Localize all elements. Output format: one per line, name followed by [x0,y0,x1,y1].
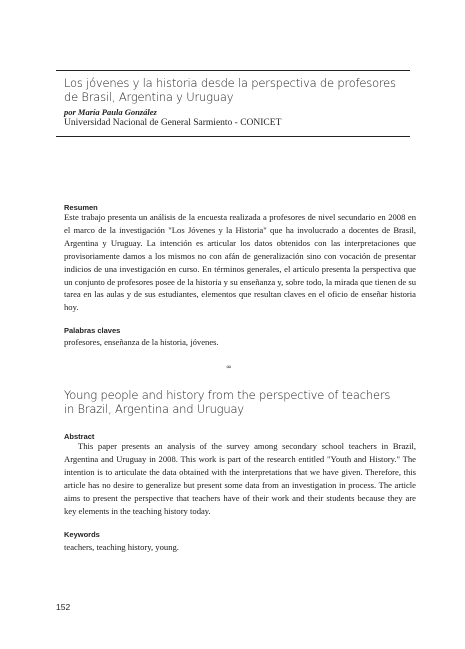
article-title-english [64,388,404,416]
page-number: 152 [56,602,71,612]
keywords-label: Keywords [64,530,100,539]
title-es-line-1: Los jóvenes y la historia desde la perspectiva de profesores [64,76,396,90]
title-es-line-2: de Brasil, Argentina y Uruguay [64,90,234,104]
article-title-spanish [64,76,404,104]
resumen-label: Resumen [64,203,98,212]
keywords-text: teachers, teaching history, young. [64,542,179,552]
resumen-text: Este trabajo presenta un análisis de la encuesta realizada a profesores de nivel secundario en 2008 en el marco de la investigación "Los Jóvenes y la Historia" que ha involucrado a docentes de Brasil, Argentina y Uruguay. La intención es articular los datos obtenidos con las interpretaciones que provisoriamente damos a los mismos no con afán de generalización sino con vocación de presentar indicios de una investigación en curso. En términos generales, el artículo presenta la perspectiva que un conjunto de profesores posee de la historia y su enseñanza y, sobre todo, la mirada que tienen de su tarea en las aulas y de sus estudiantes, elementos que resultan claves en el oficio de enseñar historia hoy. [64,212,416,313]
abstract-text: This paper presents an analysis of the survey among secondary school teachers in Brazil, Argentina and Uruguay in 2008. This work is part of the research entitled "Youth and History." The intention is to articulate the data obtained with the interpretations that we have given. Therefore, this article has no desire to generalize but present some data from an investigation in process. The article aims to present the perspective that teachers have of their work and their students because they are key elements in the teaching history today. [64,441,416,516]
section-separator-ornament: ∞ [226,363,231,371]
palabras-clave-label: Palabras claves [64,326,121,335]
author-affiliation: Universidad Nacional de General Sarmiento - CONICET [64,118,282,128]
title-en-line-2: in Brazil, Argentina and Uruguay [64,402,244,416]
top-rule [56,70,410,71]
author-name: por María Paula González [64,107,157,117]
title-en-line-1: Young people and history from the perspective of teachers [64,388,391,402]
header-bottom-rule [56,136,410,137]
abstract-label: Abstract [64,432,95,441]
palabras-clave-text: profesores, enseñanza de la historia, jóvenes. [64,337,219,347]
